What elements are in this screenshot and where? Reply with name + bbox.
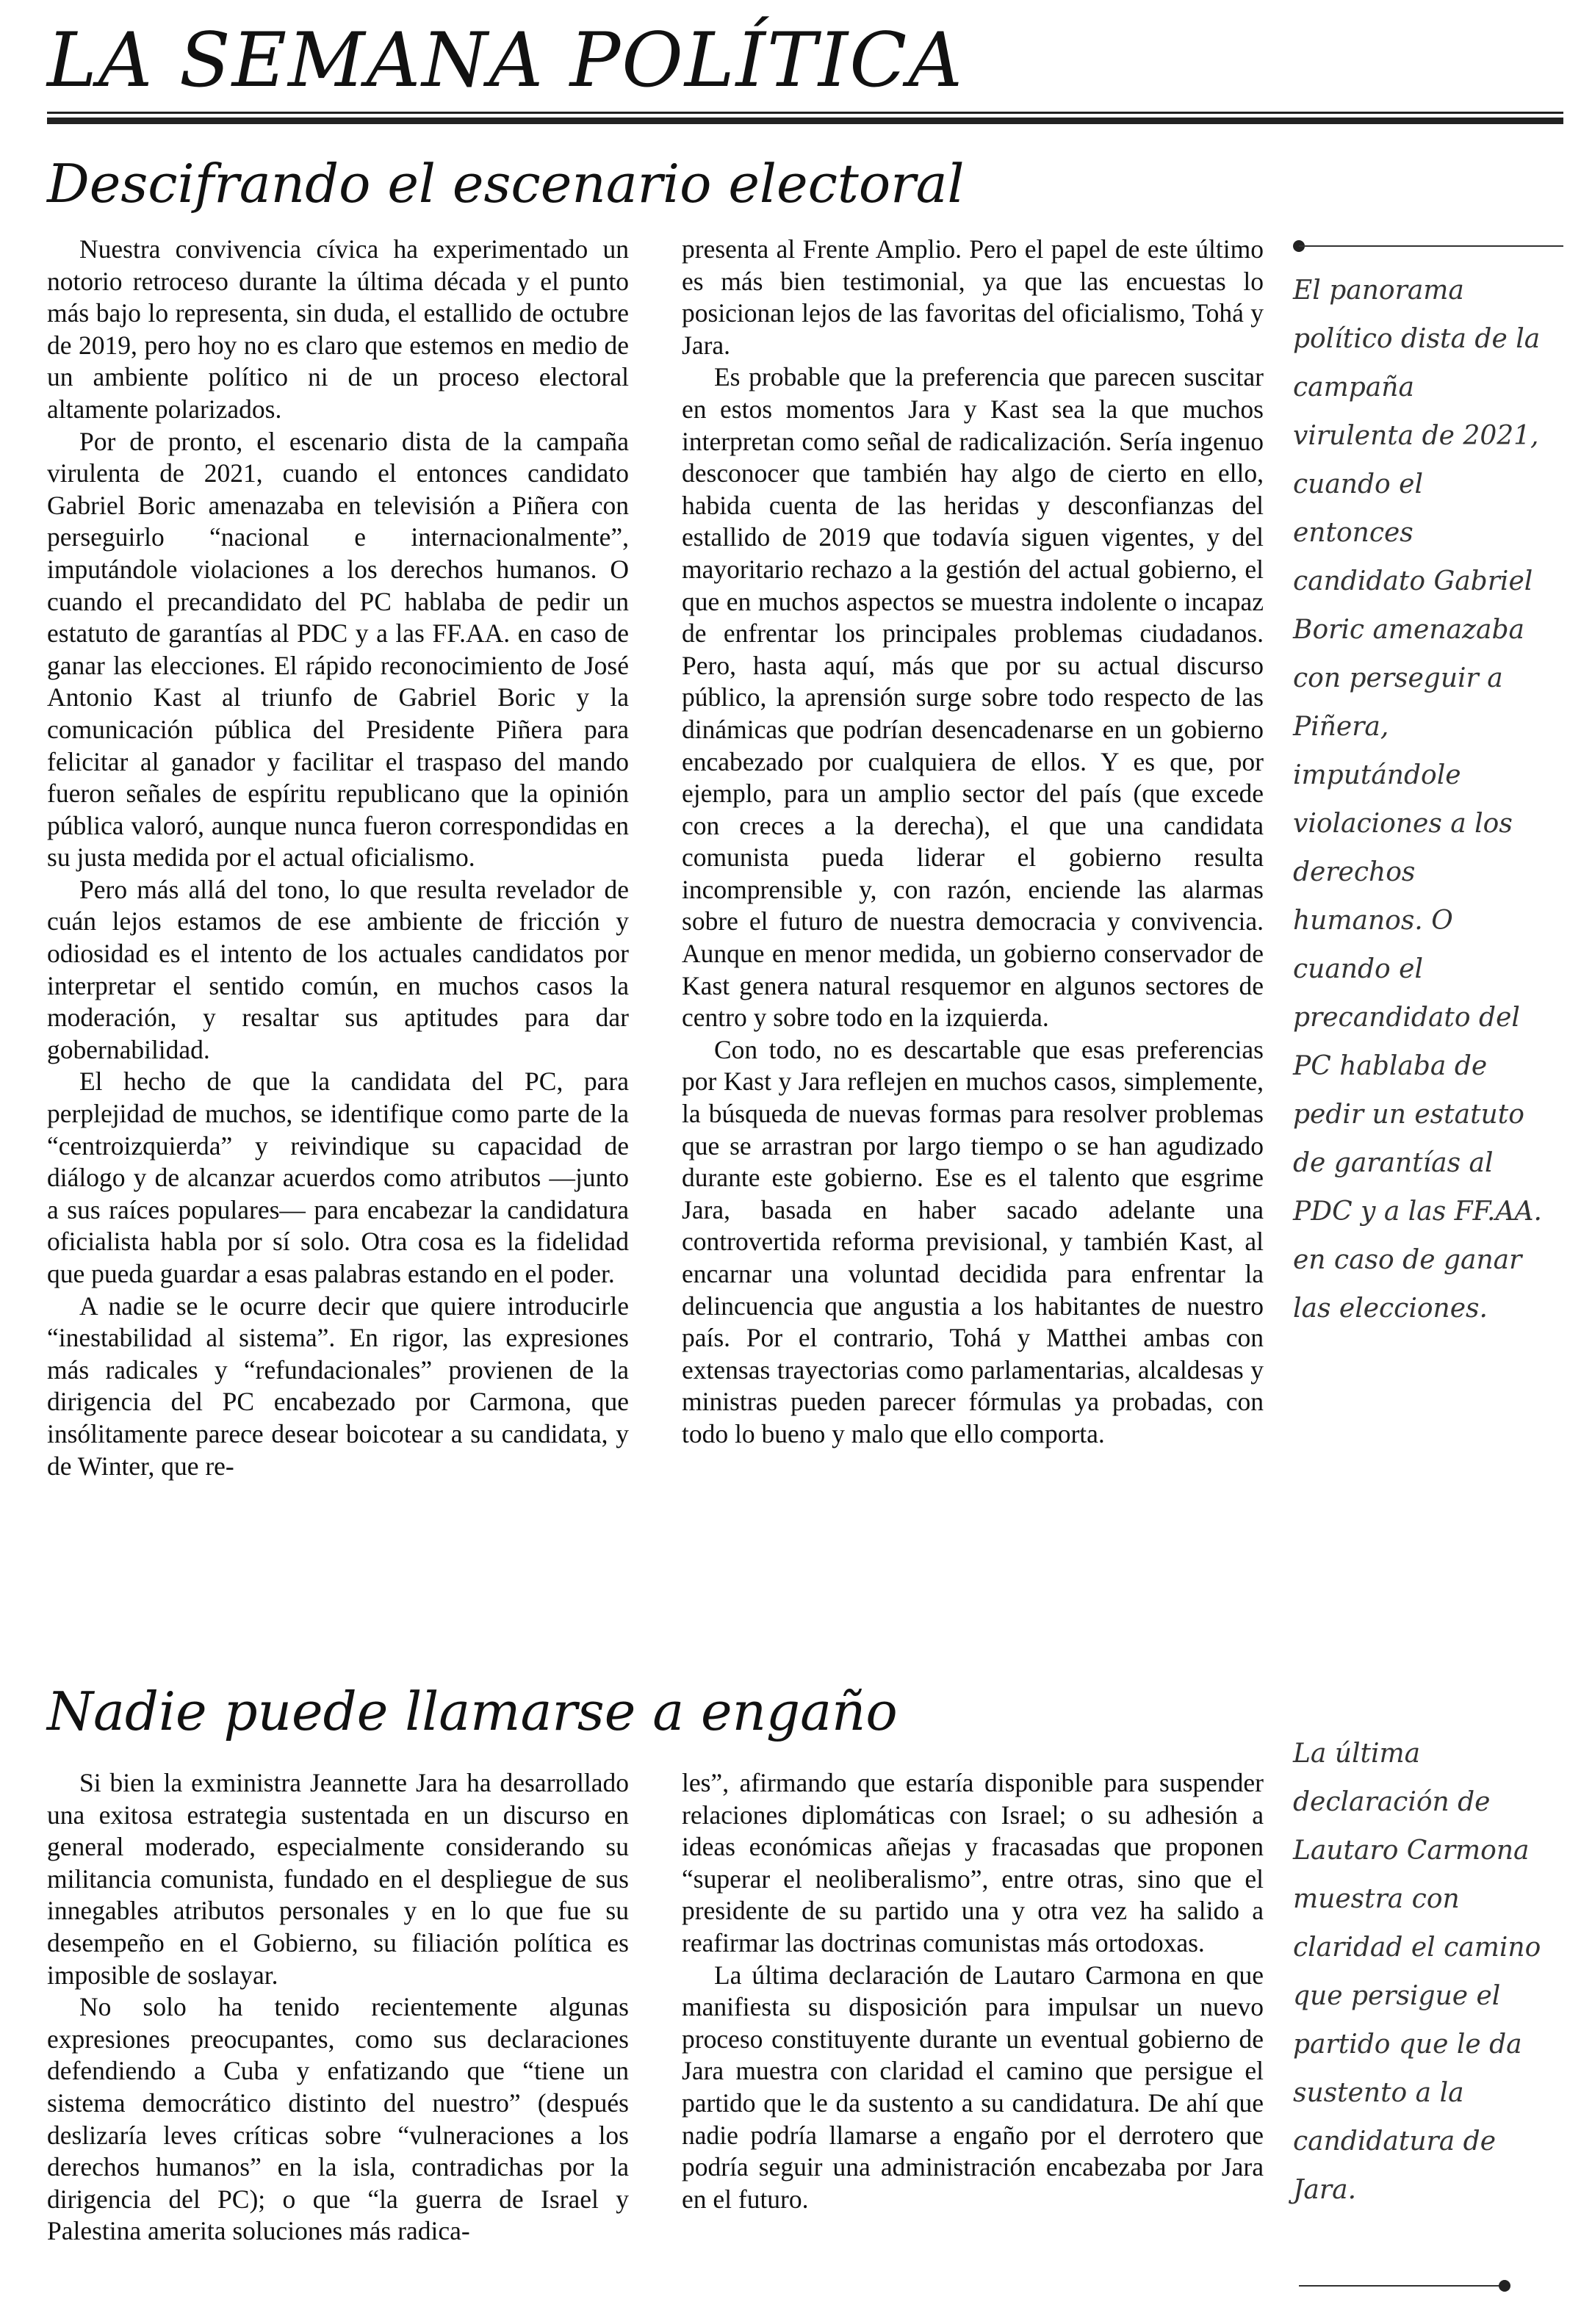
section2-pullquote: La última declaración de Lautaro Carmona muestra con claridad el camino que persigue el partido que le da sustento a la candidatura de Jara. — [1293, 1739, 1541, 2205]
section1-paragraph: presenta al Frente Amplio. Pero el papel de este último es más bien testimonial, ya que las encuestas lo posicionan lejos de las favoritas del oficialismo, Tohá y Jara. — [682, 234, 1264, 360]
section2-paragraph: Si bien la exministra Jeannette Jara ha desarrollado una exitosa estrategia sustentada en un discurso en general moderado, especialmente considerando su militancia comunista, fundado en el despliegue de sus innegables atributos personales y en lo que fue su desempeño en el Gobierno, su filiación política es imposible de soslayar. — [47, 1768, 629, 1990]
section1-paragraph: Con todo, no es descartable que esas preferencias por Kast y Jara reflejen en muchos casos, simplemente, la búsqueda de nuevas formas para resolver problemas que se arrastran por largo tiempo o se han agudizado durante este gobierno. Ese es el talento que esgrime Jara, basada en haber sacado adelante una controvertida reforma previsional, y también Kast, al encarnar una voluntad decidida para enfrentar la delincuencia que angustia a los habitantes de nuestro país. Por el contrario, Tohá y Matthei ambas con extensas trayectorias como parlamentarias, alcaldesas y ministras pueden parecer fórmulas ya probadas, con todo lo bueno y malo que ello comporta. — [682, 1034, 1264, 1448]
section1-paragraph: El hecho de que la candidata del PC, para perplejidad de muchos, se identifique como parte de la “centroizquierda” y reivindique su capacidad de diálogo y de alcanzar acuerdos como atributos —junto a sus raíces populares— para encabezar la candidatura oficialista habla por sí solo. Otra cosa es la fidelidad que pueda guardar a esas palabras estando en el poder. — [47, 1067, 629, 1288]
section2-column-2 — [682, 1767, 1264, 2215]
section1-paragraph: A nadie se le ocurre decir que quiere introducirle “inestabilidad al sistema”. En rigor, las expresiones más radicales y “refundacionales” provienen de la dirigencia del PC encabezado por Carmona, que insólitamente parece desear boicotear a su candidata, y de Winter, que re- — [47, 1291, 629, 1481]
section2-paragraph: No solo ha tenido recientemente algunas expresiones preocupantes, como sus declaraciones defendiendo a Cuba y enfatizando que “tiene un sistema democrático distinto del nuestro” (después deslizaría leves críticas sobre “vulneraciones a los derechos humanos” en la isla, contradichas por la dirigencia del PC); o que “la guerra de Israel y Palestina amerita soluciones más radica- — [47, 1992, 629, 2246]
section1-column-2 — [682, 234, 1264, 1451]
masthead-rule-top — [47, 112, 1563, 114]
section1-paragraph: Pero más allá del tono, lo que resulta revelador de cuán lejos estamos de ese ambiente de fricción y odiosidad es el intento de los actuales candidatos por interpretar el sentido común, en muchos casos la moderación, y resaltar sus aptitudes para dar gobernabilidad. — [47, 874, 629, 1064]
section2-column-1 — [47, 1767, 629, 2248]
pullquote-rule — [1299, 2285, 1505, 2287]
section2-paragraph: les”, afirmando que estaría disponible para suspender relaciones diplomáticas con Israel; o su adhesión a ideas económicas añejas y fracasadas que proponen “superar el neoliberalismo”, entre otras, sino que el presidente de su partido una y otra vez ha salido a reafirmar las doctrinas comunistas más ortodoxas. — [682, 1768, 1264, 1957]
section1-headline: Descifrando el escenario electoral — [47, 153, 965, 214]
section1-column-1 — [47, 234, 629, 1482]
section1-paragraph: Es probable que la preferencia que parecen suscitar en estos momentos Jara y Kast sea la que muchos interpretan como señal de radicalización. Sería ingenuo desconocer que también hay algo de cierto en ello, habida cuenta de las heridas y desconfianzas del estallido de 2019 que todavía siguen vigentes, y del mayoritario rechazo a la gestión del actual gobierno, el que en muchos aspectos se muestra indolente o incapaz de enfrentar los principales problemas ciudadanos. Pero, hasta aquí, más que por su actual discurso público, la aprensión surge sobre todo respecto de las dinámicas que podrían desencadenarse en un gobierno encabezado por cualquiera de ellos. Y es que, por ejemplo, para un amplio sector del país (que excede con creces a la derecha), el que una candidata comunista pueda liderar el gobierno resulta incomprensible y, con razón, enciende las alarmas sobre el futuro de nuestra democracia y convivencia. Aunque en menor medida, un gobierno conservador de Kast genera natural resquemor en algunos sectores de centro y sobre todo en la izquierda. — [682, 362, 1264, 1033]
section1-paragraph: Nuestra convivencia cívica ha experimentado un notorio retroceso durante la última década y el punto más bajo lo representa, sin duda, el estallido de octubre de 2019, pero hoy no es claro que estemos en medio de un ambiente político ni de un proceso electoral altamente polarizados. — [47, 234, 629, 424]
masthead-rule-bottom — [47, 118, 1563, 124]
pullquote-rule — [1299, 245, 1563, 247]
section1-paragraph: Por de pronto, el escenario dista de la campaña virulenta de 2021, cuando el entonces candidato Gabriel Boric amenazaba en televisión a Piñera con perseguirlo “nacional e internacionalmente”, imputándole violaciones a los derechos humanos. O cuando el precandidato del PC hablaba de pedir un estatuto de garantías al PDC y a las FF.AA. en caso de ganar las elecciones. El rápido reconocimiento de José Antonio Kast al triunfo de Gabriel Boric y la comunicación pública del Presidente Piñera para felicitar al ganador y facilitar el traspaso del mando fueron señales de espíritu republicano que la opinión pública valoró, aunque nunca fueron correspondidas en su justa medida por el actual oficialismo. — [47, 426, 629, 873]
section2-paragraph: La última declaración de Lautaro Carmona en que manifiesta su disposición para impulsar un nuevo proceso constituyente durante un eventual gobierno de Jara muestra con claridad el camino que persigue el partido que le da sustento a su candidatura. De ahí que nadie podría llamarse a engaño por el derrotero que podría seguir una administración encabezaba por Jara en el futuro. — [682, 1960, 1264, 2214]
section2-headline: Nadie puede llamarse a engaño — [47, 1681, 898, 1742]
pullquote-dot-icon — [1499, 2280, 1510, 2292]
section1-pullquote: El panorama político dista de la campaña virulenta de 2021, cuando el entonces candidato Gabriel Boric amenazaba con perseguir a Piñera, imputándole violaciones a los derechos humanos. O cuando el precandidato del PC hablaba de pedir un estatuto de garantías al PDC y a las FF.AA. en caso de ganar las elecciones. — [1293, 275, 1542, 1324]
masthead: LA SEMANA POLÍTICA — [47, 17, 964, 104]
